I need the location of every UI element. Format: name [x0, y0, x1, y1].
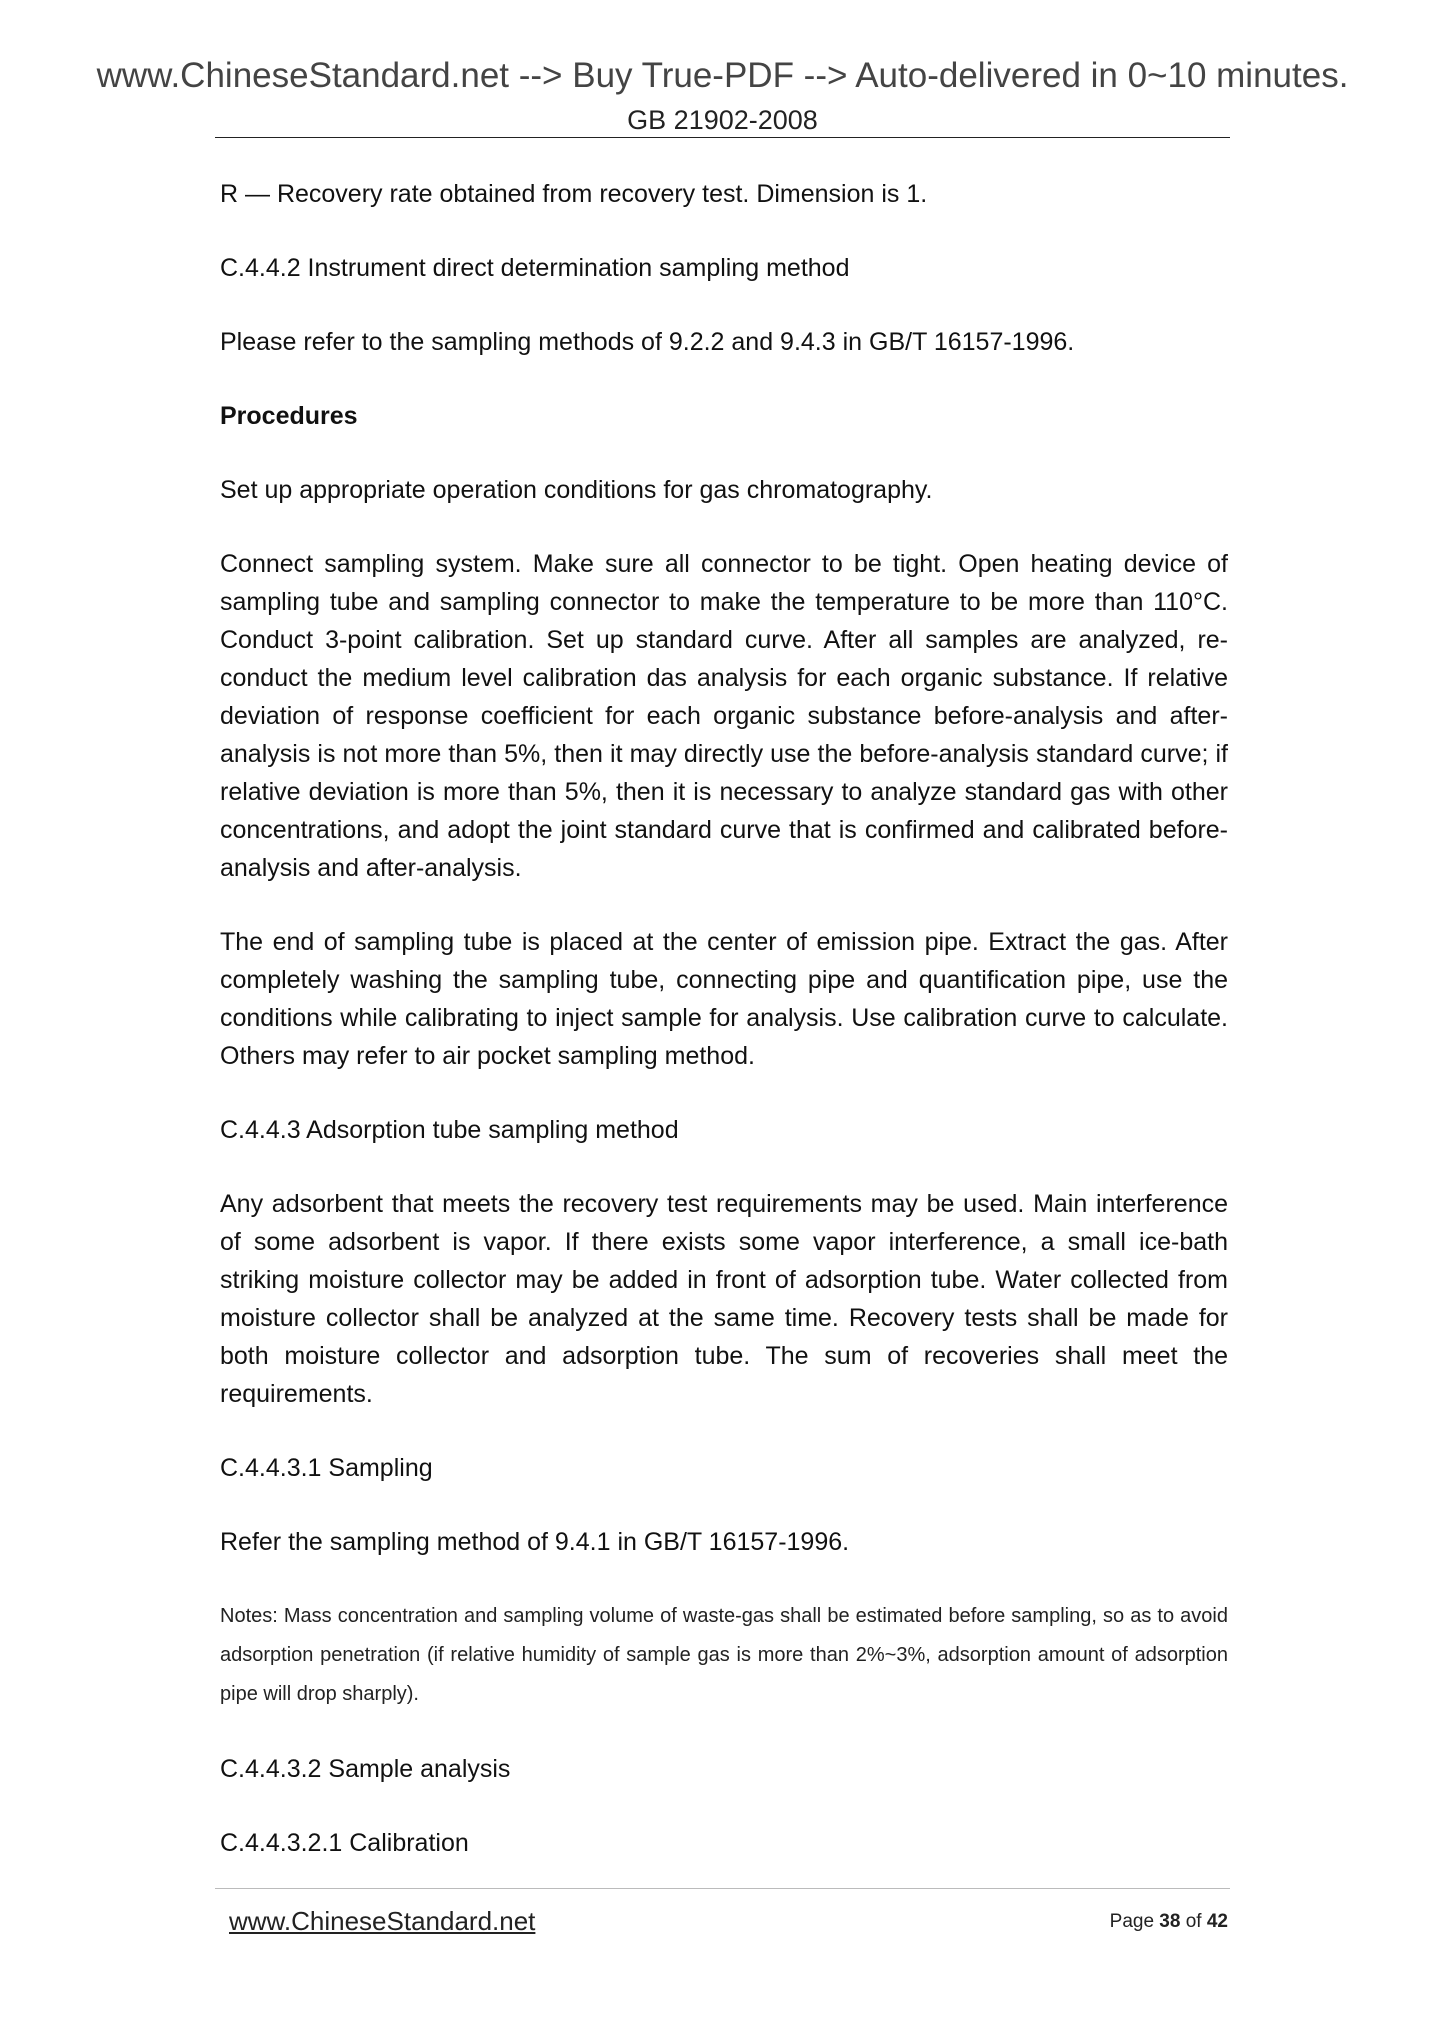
paragraph-connect-sampling: Connect sampling system. Make sure all connector to be tight. Open heating device of sampling tube and sampling connector to make the temperature to be more than 110°C. Conduct 3-point calibration. Set up standard curve. After all samples are analyzed, re-conduct the medium level calibration das analysis for each organic substance. If relative deviation of response coefficient for each organic substance before-analysis and after-analysis is not more than 5%, then it may directly use the before-analysis standard curve; if relative deviation is more than 5%, then it is necessary to analyze standard gas with other concentrations, and adopt the joint standard curve that is confirmed and calibrated before-analysis and after-analysis.	[220, 550, 1228, 882]
paragraph-refer-sampling: Please refer to the sampling methods of 9.2.2 and 9.4.3 in GB/T 16157-1996.	[220, 328, 1075, 356]
section-heading-c442: C.4.4.2 Instrument direct determination sampling method	[220, 254, 850, 282]
section-heading-c443: C.4.4.3 Adsorption tube sampling method	[220, 1116, 679, 1144]
section-heading-c4431: C.4.4.3.1 Sampling	[220, 1454, 433, 1482]
page-current: 38	[1159, 1911, 1181, 1932]
section-heading-c44321: C.4.4.3.2.1 Calibration	[220, 1829, 469, 1857]
footer-site-link[interactable]: www.ChineseStandard.net	[229, 1906, 536, 1936]
standard-number: GB 21902-2008	[627, 105, 818, 135]
page-total: 42	[1206, 1911, 1228, 1932]
site-banner[interactable]: www.ChineseStandard.net --> Buy True-PDF --> Auto-delivered in 0~10 minutes.	[96, 56, 1349, 95]
header-divider	[215, 137, 1230, 138]
paragraph-adsorbent: Any adsorbent that meets the recovery test requirements may be used. Main interference of some adsorbent is vapor. If there exists some vapor interference, a small ice-bath striking moisture collector may be added in front of adsorption tube. Water collected from moisture collector shall be analyzed at the same time. Recovery tests shall be made for both moisture collector and adsorption tube. The sum of recoveries shall meet the requirements.	[220, 1190, 1228, 1408]
page-body	[220, 175, 1228, 1898]
paragraph-sampling-tube: The end of sampling tube is placed at the center of emission pipe. Extract the gas. After completely washing the sampling tube, connecting pipe and quantification pipe, use the conditions while calibrating to inject sample for analysis. Use calibration curve to calculate. Others may refer to air pocket sampling method.	[220, 928, 1228, 1070]
section-heading-c4432: C.4.4.3.2 Sample analysis	[220, 1755, 511, 1783]
page-of: of	[1185, 1911, 1202, 1932]
paragraph-recovery-rate: R — Recovery rate obtained from recovery test. Dimension is 1.	[220, 180, 928, 208]
page-indicator	[1110, 1911, 1228, 1933]
paragraph-refer-941: Refer the sampling method of 9.4.1 in GB/T 16157-1996.	[220, 1528, 850, 1556]
page-prefix: Page	[1109, 1911, 1155, 1932]
notes-paragraph: Notes: Mass concentration and sampling volume of waste-gas shall be estimated before sampling, so as to avoid adsorption penetration (if relative humidity of sample gas is more than 2%~3%, adsorption amount of adsorption pipe will drop sharply).	[220, 1605, 1228, 1705]
procedures-heading: Procedures	[220, 402, 358, 430]
paragraph-operation-conditions: Set up appropriate operation conditions for gas chromatography.	[220, 476, 933, 504]
footer-divider	[215, 1888, 1230, 1889]
